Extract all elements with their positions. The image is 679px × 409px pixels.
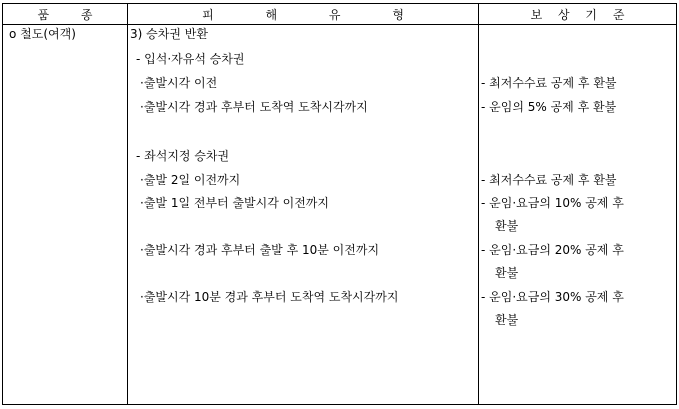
case-text: ·출발시각 10분 경과 후부터 도착역 도착시각까지 <box>140 290 399 304</box>
case-text: ·출발시각 경과 후부터 도착역 도착시각까지 <box>140 100 368 114</box>
case-text: ·출발시각 이전 <box>140 76 218 90</box>
header-compensation-standard: 보 상 기 준 <box>530 8 625 22</box>
header-divider <box>3 24 676 25</box>
standard-text: - 운임·요금의 30% 공제 후 <box>481 290 624 304</box>
compensation-table <box>2 3 677 405</box>
category-label: o 철도(여객) <box>9 27 76 41</box>
header-item-type: 품 종 <box>37 8 93 22</box>
standard-text: - 최저수수료 공제 후 환불 <box>481 173 617 187</box>
case-text: ·출발시각 경과 후부터 출발 후 10분 이전까지 <box>140 243 380 257</box>
standard-text-continued: 환불 <box>495 266 519 280</box>
case-text: ·출발 1일 전부터 출발시각 이전까지 <box>140 196 329 210</box>
case-text: ·출발 2일 이전까지 <box>140 173 241 187</box>
column-divider-2 <box>478 4 479 404</box>
standard-text-continued: 환불 <box>495 313 519 327</box>
section-title: 3) 승차권 반환 <box>130 27 208 41</box>
standard-text-continued: 환불 <box>495 219 519 233</box>
standard-text: - 운임·요금의 20% 공제 후 <box>481 243 624 257</box>
column-divider-1 <box>127 4 128 404</box>
standard-text: - 최저수수료 공제 후 환불 <box>481 76 617 90</box>
header-damage-type: 피 해 유 형 <box>202 8 404 22</box>
standard-text: - 운임·요금의 10% 공제 후 <box>481 196 624 210</box>
group-title-standing: - 입석·자유석 승차권 <box>136 52 245 66</box>
standard-text: - 운임의 5% 공제 후 환불 <box>481 100 617 114</box>
group-title-reserved: - 좌석지정 승차권 <box>136 149 230 163</box>
